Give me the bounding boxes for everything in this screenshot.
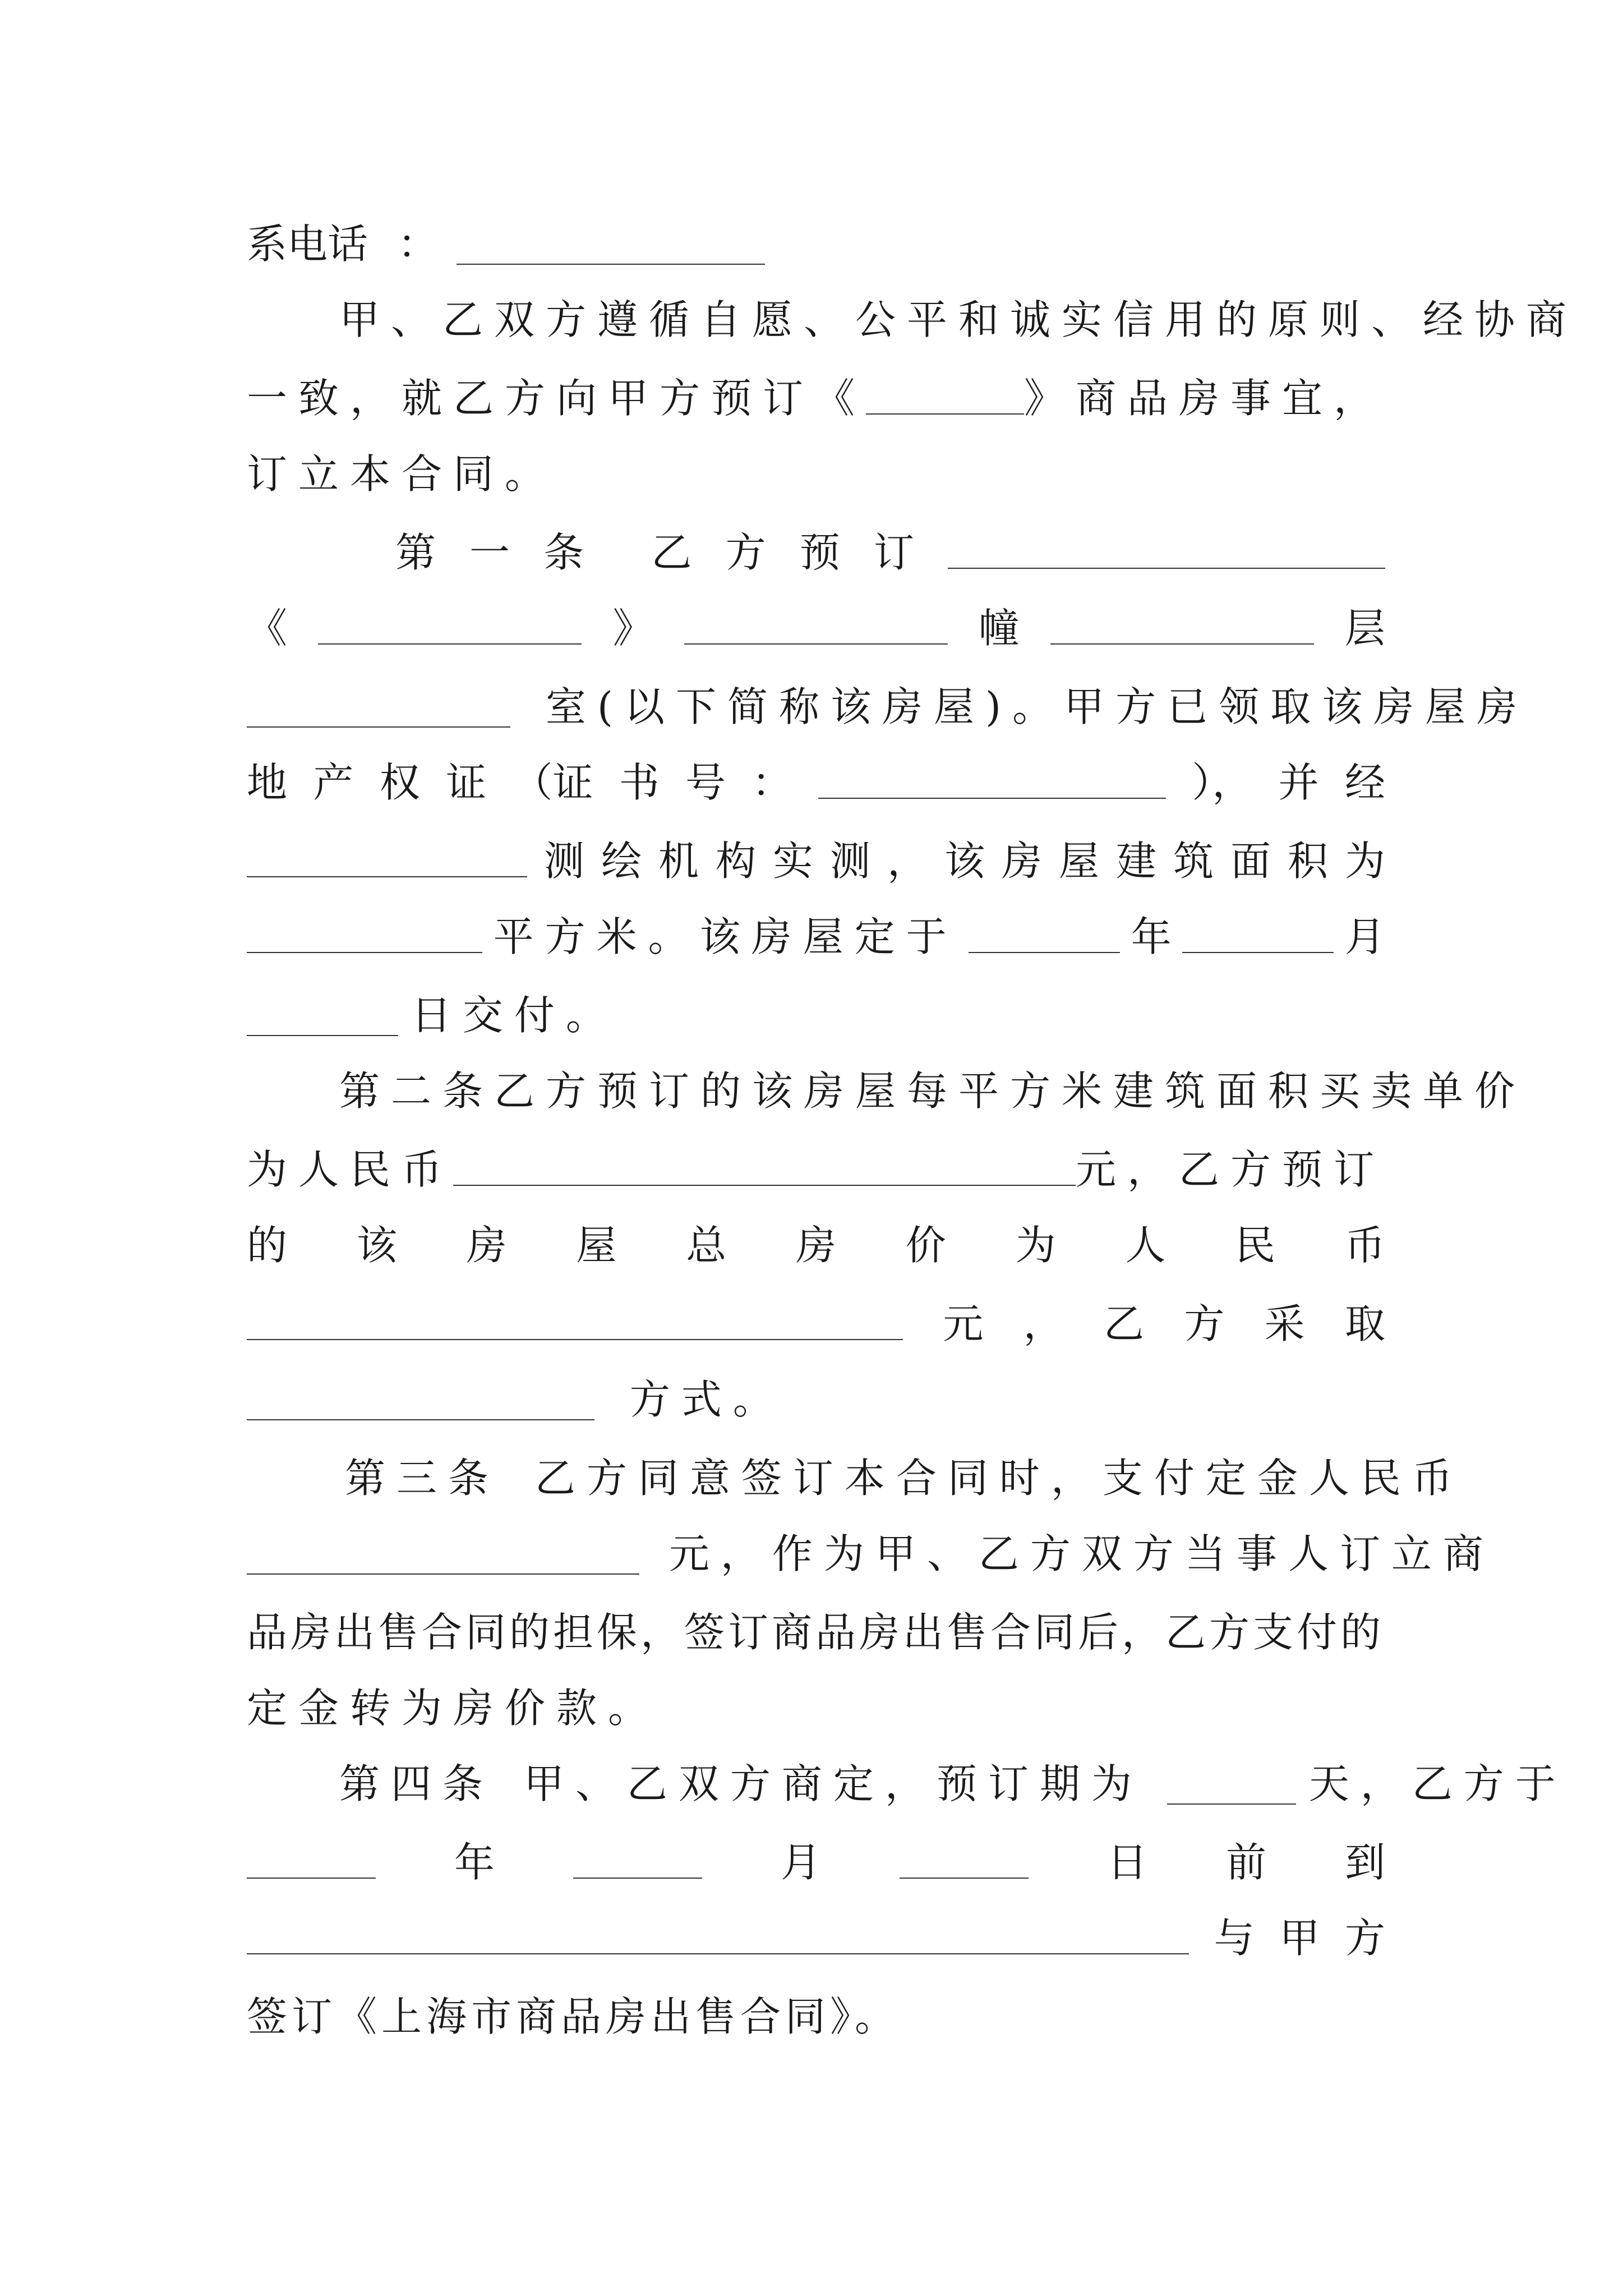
char: ， <box>1023 1300 1064 1347</box>
unit-price-blank[interactable] <box>453 1153 1076 1186</box>
article3-line-3 <box>247 1593 1385 1672</box>
char: 实 <box>772 838 813 885</box>
sign-month-blank[interactable] <box>573 1846 702 1879</box>
article3-text-1: 乙方同意签订本合同时，支付定金人民币 <box>534 1455 1464 1502</box>
preamble-line-1 <box>339 280 1578 359</box>
article2-line-4 <box>247 1285 1385 1363</box>
char: 方 <box>725 529 766 576</box>
preamble-text-2b: 》商品房事宜， <box>1023 375 1385 422</box>
article3-label: 第三条 <box>345 1455 500 1502</box>
char: ）， <box>1192 759 1253 806</box>
char: 民 <box>1235 1222 1276 1269</box>
article1-line-6 <box>247 898 1385 976</box>
article4-text-1a: 甲、乙双方商定，预订期为 <box>523 1760 1143 1807</box>
article4-line-4 <box>247 1977 1385 2056</box>
preamble-text-2a: 一致，就乙方向甲方预订《 <box>247 375 866 422</box>
article1-text-3: 室(以下简称该房屋)。甲方已领取该房屋房 <box>545 683 1529 730</box>
char: 》 <box>612 605 653 652</box>
article1-line-2 <box>247 589 1385 668</box>
article4-text-1b: 天，乙方于 <box>1308 1760 1567 1807</box>
char: 屋 <box>1058 838 1099 885</box>
char: 为 <box>1344 838 1385 885</box>
article2-line-1 <box>339 1052 1527 1130</box>
char: 人 <box>1125 1222 1166 1269</box>
total-price-blank[interactable] <box>247 1308 903 1340</box>
char: 乙 <box>1103 1300 1144 1347</box>
char: 机 <box>658 838 699 885</box>
char: 年 <box>454 1839 495 1886</box>
article4-line-2 <box>247 1823 1385 1902</box>
area-blank[interactable] <box>247 921 482 953</box>
floor-blank[interactable] <box>1050 612 1314 645</box>
phone-blank[interactable] <box>457 232 765 265</box>
char: 方 <box>1344 1915 1385 1962</box>
char: 房 <box>466 1222 507 1269</box>
article2-line-2 <box>247 1130 1385 1209</box>
deposit-blank[interactable] <box>247 1542 639 1575</box>
char: 采 <box>1264 1300 1305 1347</box>
payment-method-blank[interactable] <box>247 1388 594 1420</box>
room-blank[interactable] <box>247 695 510 728</box>
char: 建 <box>1115 838 1156 885</box>
char: 日 <box>1106 1839 1147 1886</box>
delivery-day-blank[interactable] <box>247 1004 398 1036</box>
char: 元 <box>943 1300 984 1347</box>
char: 幢 <box>979 605 1020 652</box>
sign-year-blank[interactable] <box>247 1846 376 1879</box>
char: 权 <box>379 759 420 806</box>
article4-line-3 <box>247 1899 1385 1977</box>
article4-line-1 <box>339 1745 1567 1823</box>
char: 预 <box>799 529 840 576</box>
article3-line-4 <box>247 1669 1385 1747</box>
char: 币 <box>1344 1222 1385 1269</box>
article3-line-2 <box>247 1515 1495 1593</box>
char: 一 <box>469 529 510 576</box>
article4-text-4: 签订《上海市商品房出售合同》。 <box>247 1993 900 2040</box>
char: 甲 <box>1279 1915 1320 1962</box>
char: 屋 <box>576 1222 617 1269</box>
char: 条 <box>543 529 584 576</box>
char: 房 <box>1001 838 1042 885</box>
sign-day-blank[interactable] <box>900 1846 1029 1879</box>
char: ， <box>887 838 928 885</box>
char: 测 <box>543 838 584 885</box>
article3-text-3: 品房出售合同的担保，签订商品房出售合同后，乙方支付的 <box>247 1609 1385 1656</box>
article1-line-7 <box>247 976 1385 1055</box>
period-days-blank[interactable] <box>1167 1772 1296 1805</box>
certificate-no-blank[interactable] <box>818 766 1166 799</box>
article3-line-1 <box>345 1439 1464 1517</box>
preamble-line-3 <box>247 435 1385 513</box>
article4-label: 第四条 <box>339 1760 495 1807</box>
surveyor-blank[interactable] <box>247 845 527 877</box>
char: 取 <box>1344 1300 1385 1347</box>
project-name-blank[interactable] <box>866 382 1024 415</box>
preamble-text-3: 订立本合同。 <box>247 450 557 498</box>
char: 方 <box>1184 1300 1225 1347</box>
char: 总 <box>686 1222 727 1269</box>
colon: ： <box>397 220 438 268</box>
phone-label: 系电话 <box>247 220 368 268</box>
delivery-year-blank[interactable] <box>969 921 1120 953</box>
article1-line-5 <box>247 822 1385 900</box>
char: 积 <box>1287 838 1328 885</box>
char: 证 <box>446 759 487 806</box>
char: 该 <box>944 838 985 885</box>
article2-line-5 <box>247 1360 1385 1439</box>
char: 为 <box>1015 1222 1056 1269</box>
char: 《 <box>247 605 288 652</box>
article3-text-4: 定金转为房价款。 <box>247 1685 660 1732</box>
article2-text-2b: 元，乙方预订 <box>1075 1146 1385 1193</box>
article1-line-3 <box>247 668 1529 746</box>
char: 价 <box>905 1222 946 1269</box>
char: 产 <box>313 759 354 806</box>
delivery-month-blank[interactable] <box>1182 921 1334 953</box>
article2-text-2a: 为人民币 <box>247 1146 454 1193</box>
char: 年 <box>1131 913 1172 960</box>
char: 订 <box>873 529 914 576</box>
preamble-text-1: 甲、乙双方遵循自愿、公平和诚实信用的原则、经协商 <box>339 296 1578 343</box>
char: 月 <box>780 1839 821 1886</box>
char: （证 <box>512 759 593 806</box>
char: 乙 <box>651 529 692 576</box>
char: 该 <box>356 1222 397 1269</box>
char: 筑 <box>1173 838 1214 885</box>
char: 面 <box>1230 838 1271 885</box>
char: 号 <box>685 759 726 806</box>
char: ： <box>751 759 792 806</box>
preamble-line-2 <box>247 359 1385 438</box>
char: 书 <box>619 759 660 806</box>
article1-text-7: 日交付。 <box>411 992 617 1039</box>
building-no-blank[interactable] <box>684 612 948 645</box>
char: 经 <box>1344 759 1385 806</box>
char: 的 <box>247 1222 288 1269</box>
sign-place-blank[interactable] <box>247 1922 1189 1954</box>
char: 到 <box>1344 1839 1385 1886</box>
char: 构 <box>715 838 756 885</box>
article1-text-6: 平方米。该房屋定于 <box>493 913 958 960</box>
char: 与 <box>1214 1915 1255 1962</box>
article3-text-2: 元，作为甲、乙方双方当事人订立商 <box>668 1530 1495 1577</box>
phone-line <box>247 205 1385 283</box>
char: 绘 <box>601 838 642 885</box>
char: 房 <box>795 1222 836 1269</box>
char: 地 <box>247 759 288 806</box>
building-name-blank[interactable] <box>318 612 582 645</box>
address-blank[interactable] <box>948 536 1385 569</box>
article2-text-1: 第二条乙方预订的该房屋每平方米建筑面积买卖单价 <box>339 1068 1527 1115</box>
article1-line-4 <box>247 743 1385 822</box>
article2-line-3 <box>247 1206 1385 1285</box>
char: 月 <box>1344 913 1385 960</box>
article2-text-5: 方式。 <box>629 1376 785 1423</box>
char: 前 <box>1225 1839 1266 1886</box>
article1-line-1 <box>395 513 1385 592</box>
char: 测 <box>829 838 870 885</box>
char: 并 <box>1278 759 1319 806</box>
char: 层 <box>1344 605 1385 652</box>
char: 第 <box>395 529 436 576</box>
